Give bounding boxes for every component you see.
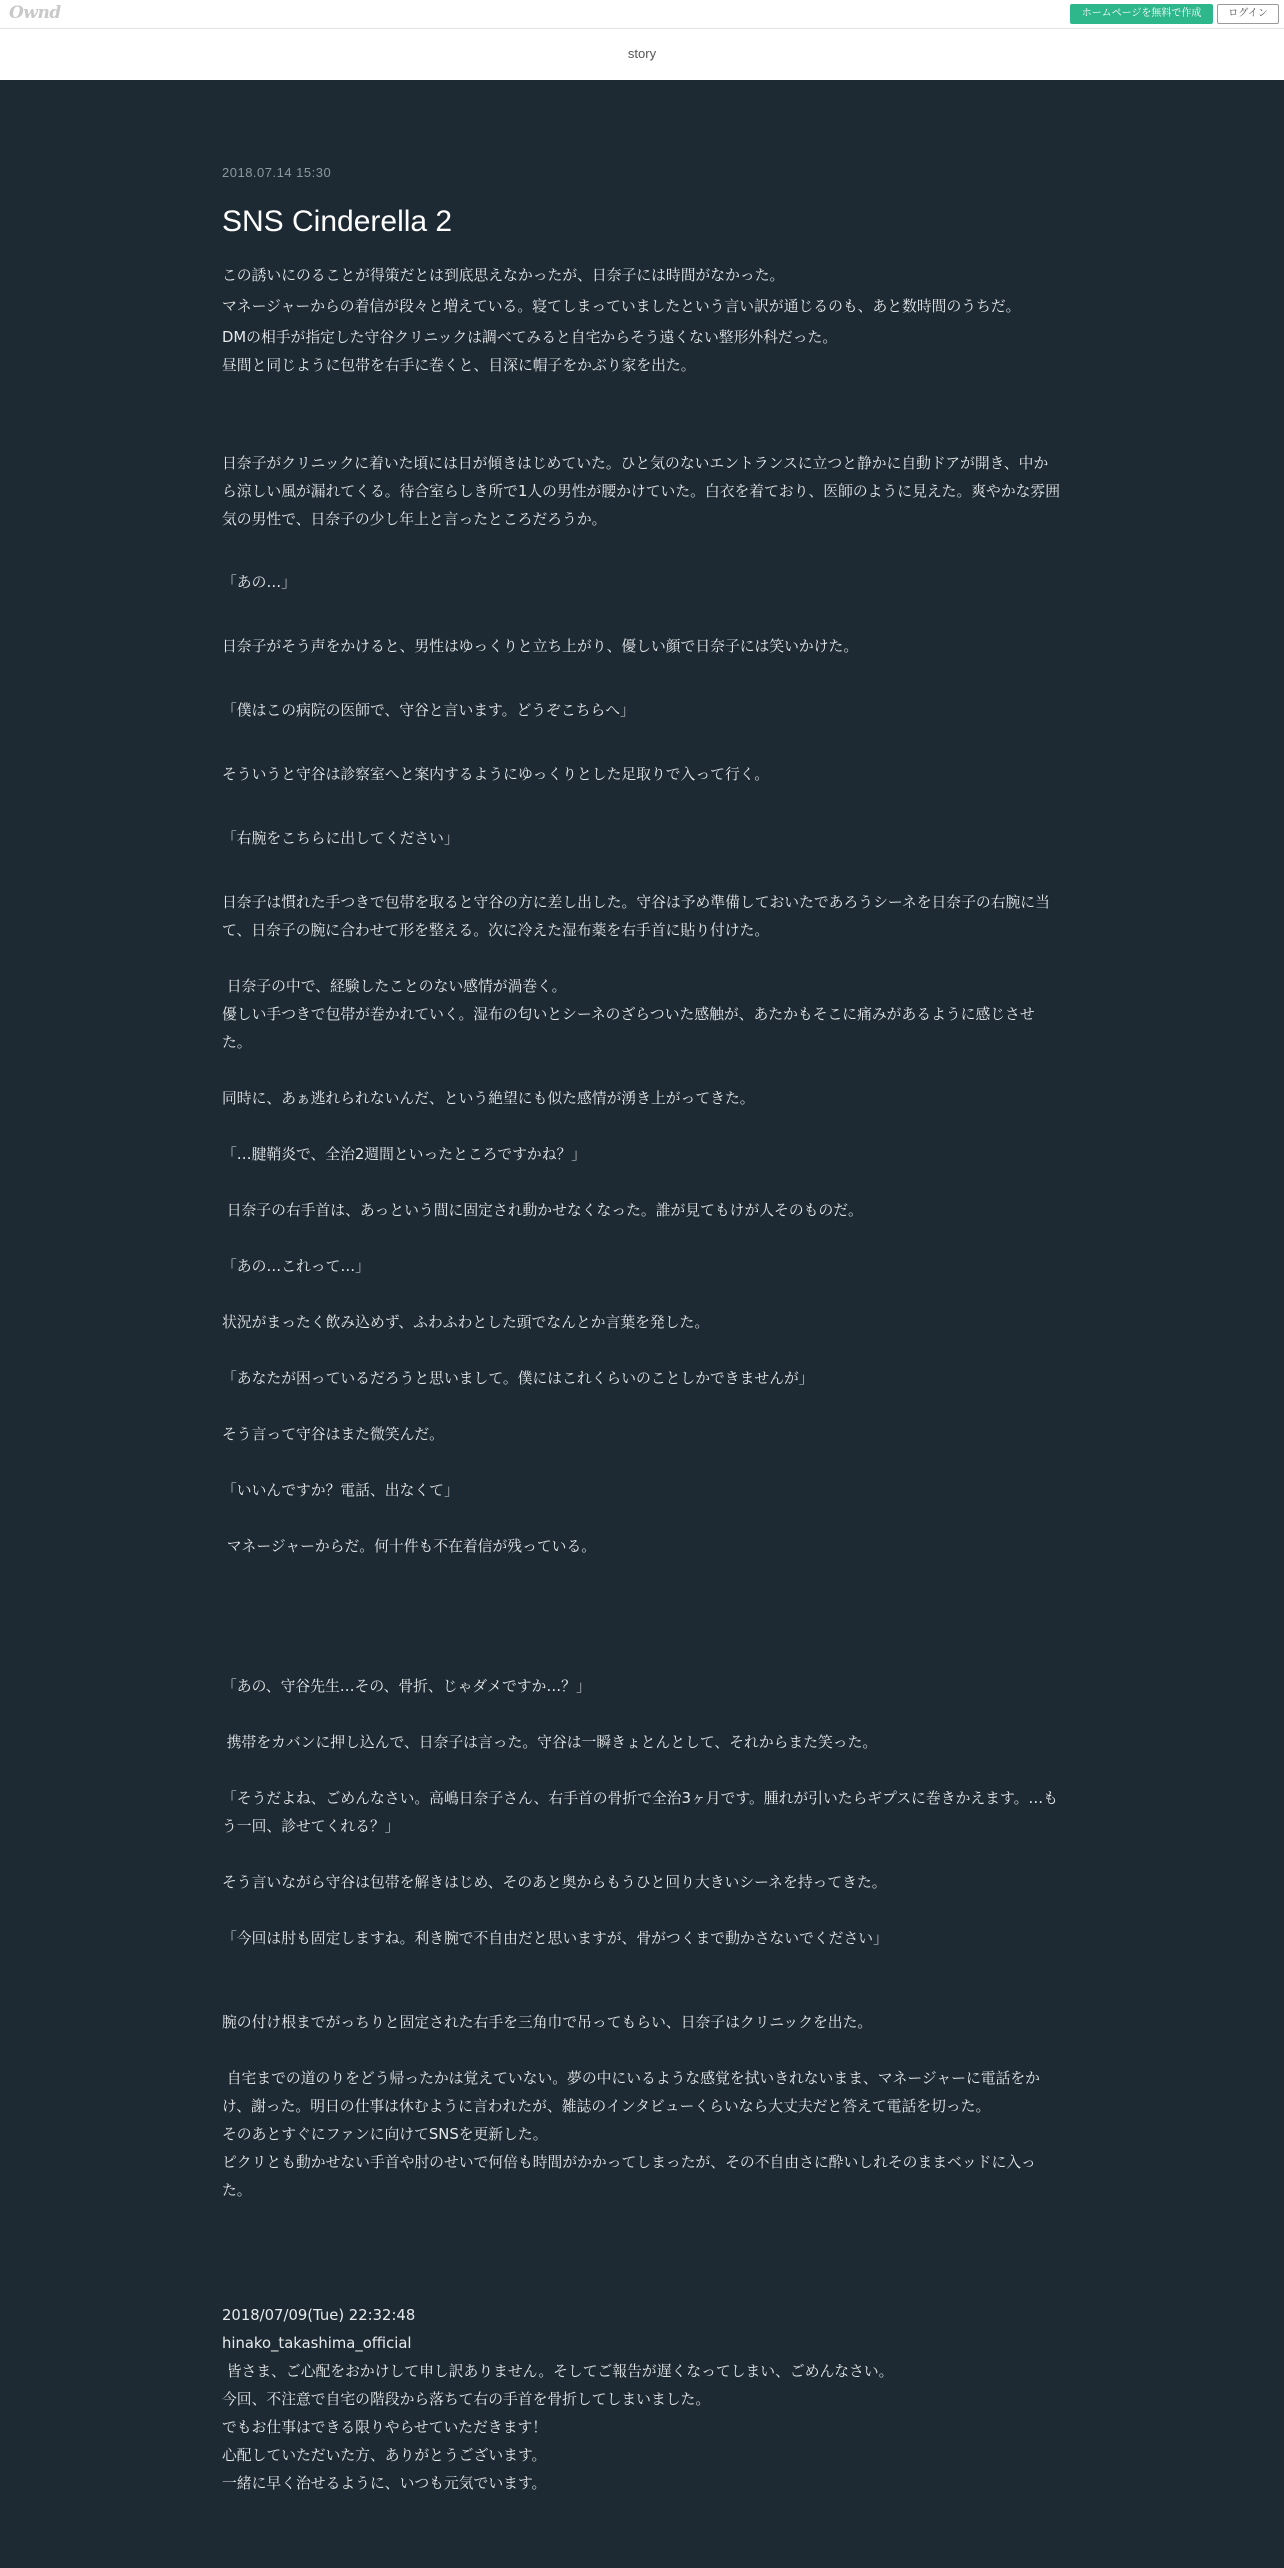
- top-bar: [0, 0, 1284, 29]
- post-date: 2018.07.14 15:30: [222, 165, 332, 180]
- sns-post-quote: 2018/07/09(Tue) 22:32:48 hinako_takashima_official 皆さま、ご心配をおかけして申し訳ありません。そしてご報告が遅くなってしまい、ごめんなさい。 今回、不注意で自宅の階段から落ちて右の手首を骨折してしまいました。 でもお仕事はできる限りやらせていただきます！ 心配していただいた方、ありがとうございます。 一緒に早く治せるように、いつも元気でいます。: [222, 2307, 894, 2492]
- paragraph: 「僕はこの病院の医師で、守谷と言います。どうぞこちらへ」: [222, 702, 635, 719]
- paragraph: そういうと守谷は診察室へと案内するようにゆっくりとした足取りで入って行く。: [222, 766, 770, 783]
- paragraph: 腕の付け根までがっちりと固定された右手を三角巾で吊ってもらい、日奈子はクリニックを出た。: [222, 2014, 873, 2031]
- paragraph: 携帯をカバンに押し込んで、日奈子は言った。守谷は一瞬きょとんとして、それからまた笑った。: [222, 1734, 878, 1751]
- paragraph: 「あの…」: [222, 574, 296, 591]
- paragraph: 同時に、あぁ逃れられないんだ、という絶望にも似た感情が湧き上がってきた。: [222, 1090, 755, 1107]
- paragraph: 「右腕をこちらに出してください」: [222, 830, 459, 847]
- post-title: SNS Cinderella 2: [222, 205, 453, 238]
- paragraph: DMの相手が指定した守谷クリニックは調べてみると自宅からそう遠くない整形外科だった。 昼間と同じように包帯を右手に巻くと、目深に帽子をかぶり家を出た。: [222, 329, 838, 374]
- paragraph: マネージャーからだ。何十件も不在着信が残っている。: [222, 1538, 597, 1555]
- paragraph: 日奈子の中で、経験したことのない感情が渦巻く。 優しい手つきで包帯が巻かれていく。湿布の匂いとシーネのざらついた感触が、あたかもそこに痛みがあるように感じさせた。: [222, 978, 1035, 1051]
- paragraph: 自宅までの道のりをどう帰ったかは覚えていない。夢の中にいるような感覚を拭いきれないまま、マネージャーに電話をかけ、謝った。明日の仕事は休むように言われたが、雑誌のインタビューくらいなら大丈夫だと答えて電話を切った。 そのあとすぐにファンに向けてSNSを更新した。 ピクリとも動かせない手首や肘のせいで何倍も時間がかかってしまったが、その不自由さに酔いしれそのままベッドに入った。: [222, 2070, 1040, 2199]
- paragraph: そう言いながら守谷は包帯を解きはじめ、そのあと奥からもうひと回り大きいシーネを持ってきた。: [222, 1874, 887, 1891]
- paragraph: そう言って守谷はまた微笑んだ。: [222, 1426, 444, 1443]
- paragraph: 「そうだよね、ごめんなさい。高嶋日奈子さん、右手首の骨折で全治3ヶ月です。腫れが引いたらギプスに巻きかえます。…もう一回、診せてくれる？」: [222, 1790, 1058, 1835]
- paragraph: 「あの…これって…」: [222, 1258, 370, 1275]
- paragraph: 状況がまったく飲み込めず、ふわふわとした頭でなんとか言葉を発した。: [222, 1314, 710, 1331]
- article: [222, 160, 1062, 2498]
- paragraph: 「今回は肘も固定しますね。利き腕で不自由だと思いますが、骨がつくまで動かさないでください」: [222, 1930, 888, 1947]
- ownd-logo[interactable]: Ownd: [9, 3, 61, 23]
- paragraph: 「あなたが困っているだろうと思いまして。僕にはこれくらいのことしかできませんが」: [222, 1370, 814, 1387]
- paragraph: 日奈子がクリニックに着いた頃には日が傾きはじめていた。ひと気のないエントランスに立つと静かに自動ドアが開き、中から涼しい風が漏れてくる。待合室らしき所で1人の男性が腰かけていた。白衣を着ており、医師のように見えた。爽やかな雰囲気の男性で、日奈子の少し年上と言ったところだろうか。: [222, 455, 1061, 528]
- paragraph: マネージャーからの着信が段々と増えている。寝てしまっていましたという言い訳が通じるのも、あと数時間のうちだ。: [222, 298, 1021, 315]
- paragraph: 日奈子は慣れた手つきで包帯を取ると守谷の方に差し出した。守谷は予め準備しておいたであろうシーネを日奈子の右腕に当て、日奈子の腕に合わせて形を整える。次に冷えた湿布薬を右手首に貼り付けた。: [222, 894, 1050, 939]
- create-homepage-button[interactable]: ホームページを無料で作成: [1070, 4, 1213, 24]
- site-title[interactable]: story: [627, 46, 657, 61]
- paragraph: 日奈子がそう声をかけると、男性はゆっくりと立ち上がり、優しい顔で日奈子には笑いかけた。: [222, 638, 859, 655]
- paragraph: 「…腱鞘炎で、全治2週間といったところですかね？」: [222, 1146, 587, 1163]
- paragraph: 日奈子の右手首は、あっという間に固定され動かせなくなった。誰が見てもけが人そのものだ。: [222, 1202, 863, 1219]
- paragraph: この誘いにのることが得策だとは到底思えなかったが、日奈子には時間がなかった。: [222, 267, 785, 284]
- login-button[interactable]: ログイン: [1217, 4, 1279, 24]
- paragraph: 「あの、守谷先生…その、骨折、じゃダメですか…？」: [222, 1678, 591, 1695]
- paragraph: 「いいんですか？電話、出なくて」: [222, 1482, 459, 1499]
